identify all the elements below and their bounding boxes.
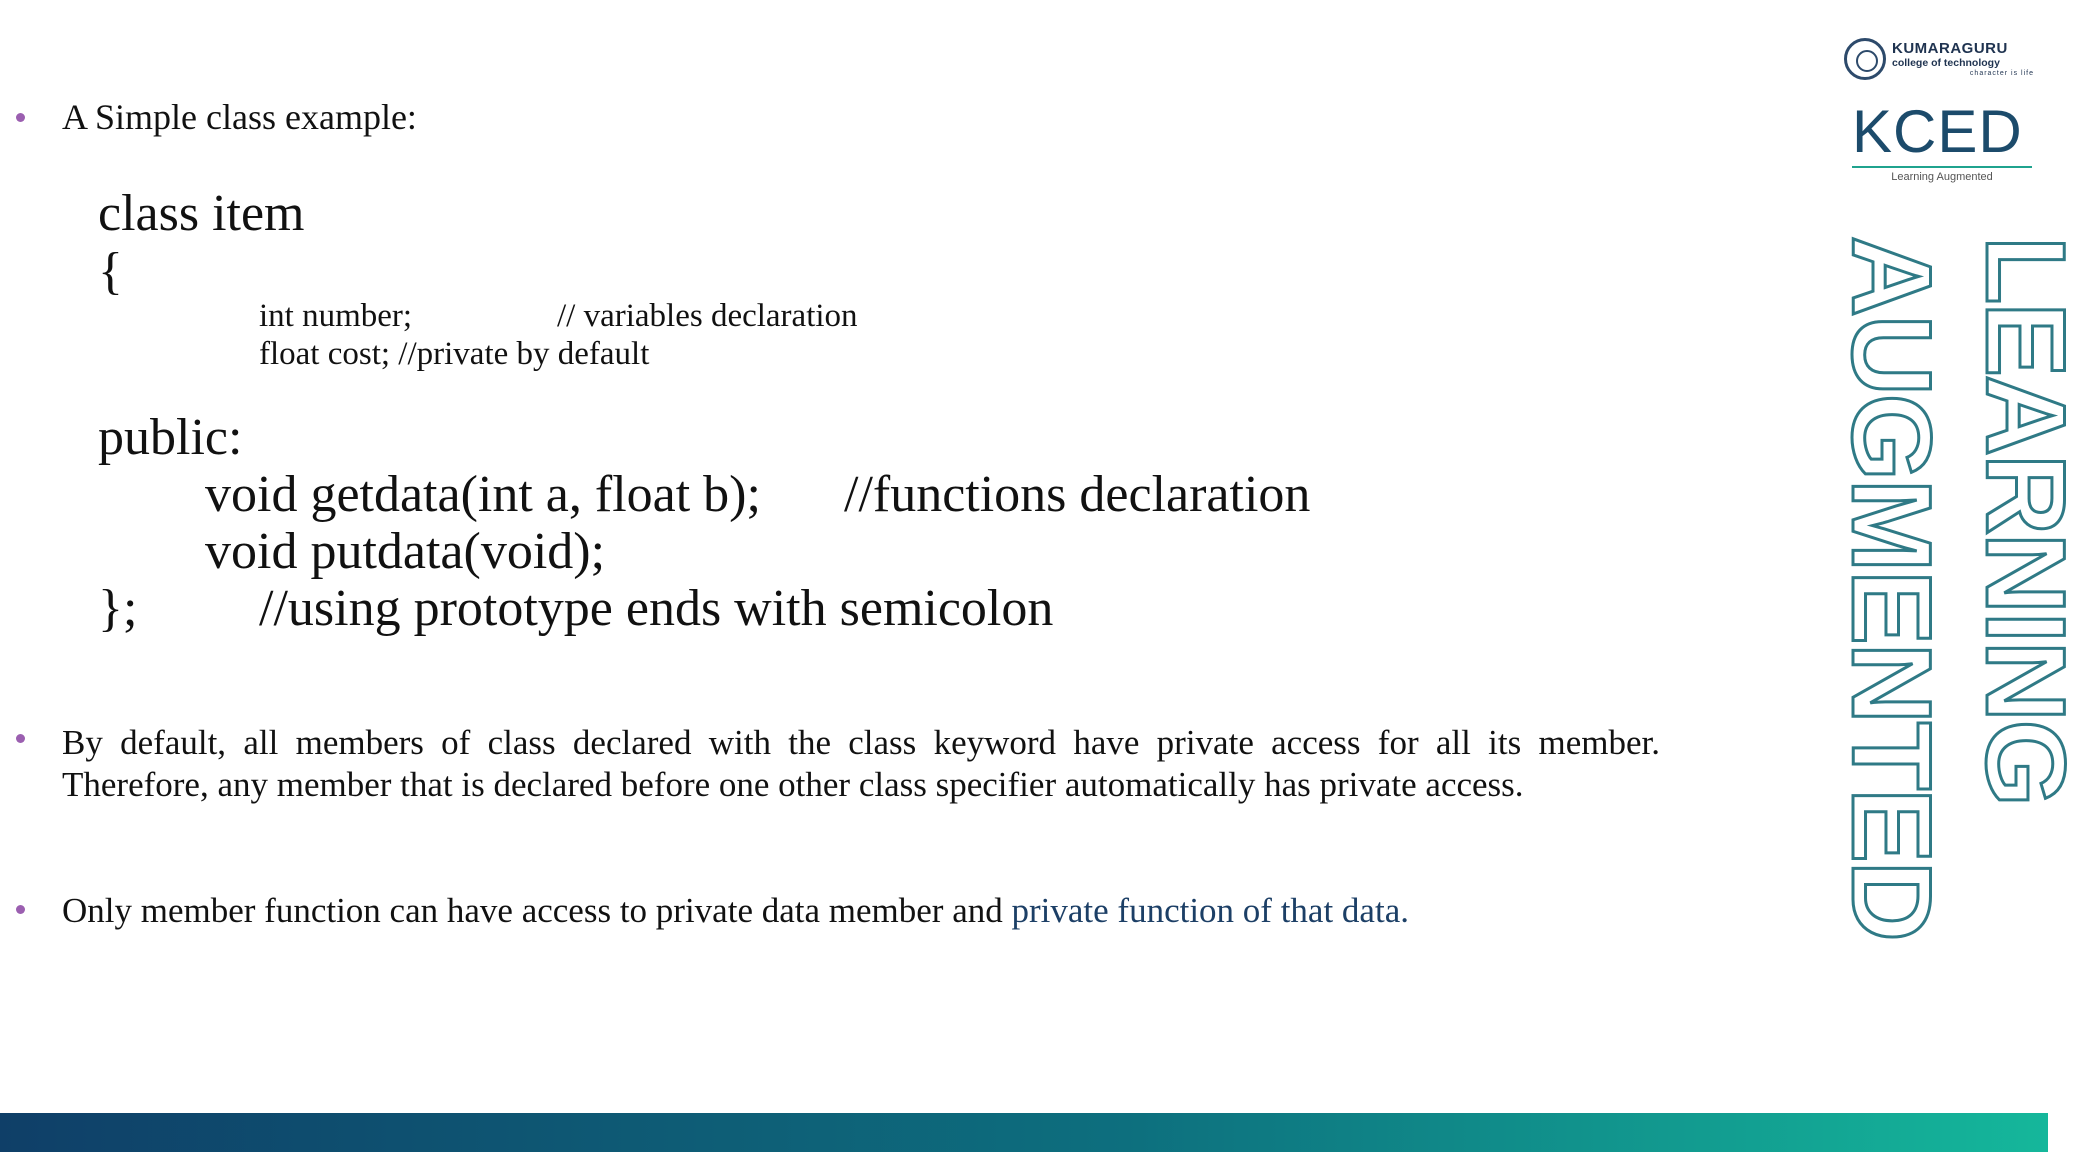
kced-logo-underline [1852,166,2032,168]
code-close: }; [98,580,138,637]
code-func1: void getdata(int a, float b); [205,466,761,523]
code-member2: float cost; //private by default [259,336,650,372]
bullet-dot-icon [16,113,25,122]
vertical-text-learning: LEARNING [1963,236,2088,805]
code-class-line: class item [98,185,305,242]
college-seal-icon [1844,38,1886,80]
bullet-dot-icon [16,734,25,743]
code-func2: void putdata(void); [205,523,606,580]
intro-text: A Simple class example: [62,97,417,137]
code-close-comment: //using prototype ends with semicolon [259,580,1054,637]
bullet-dot-icon [16,905,25,914]
code-public: public: [98,409,243,466]
code-func1-comment: //functions declaration [844,466,1311,523]
paragraph-accent-text: private function of that data. [1011,891,1409,930]
paragraph-default-access: By default, all members of class declared with the class keyword have private access for all its member. Therefore, any member that is declared before one other class specifier automatically has private access. [62,723,1660,804]
paragraph-member-access [62,890,1660,932]
code-open-brace: { [98,243,123,300]
kced-logo-subtitle: Learning Augmented [1891,171,1993,183]
code-member1-comment: // variables declaration [557,298,858,334]
kced-logo-text: KCED [1852,98,2023,165]
kced-logo [1852,98,2032,165]
college-brand [1844,36,2034,84]
vertical-text-augmented: AUGMENTED [1829,236,1954,940]
code-member1: int number; [259,298,413,334]
college-tagline: character is life [1969,70,2034,77]
paragraph-plain-text: Only member function can have access to private data member and [62,891,1012,930]
footer-gradient-bar [0,1113,2048,1152]
college-name: KUMARAGURU [1892,40,2008,57]
college-subtitle: college of technology [1892,57,2000,69]
